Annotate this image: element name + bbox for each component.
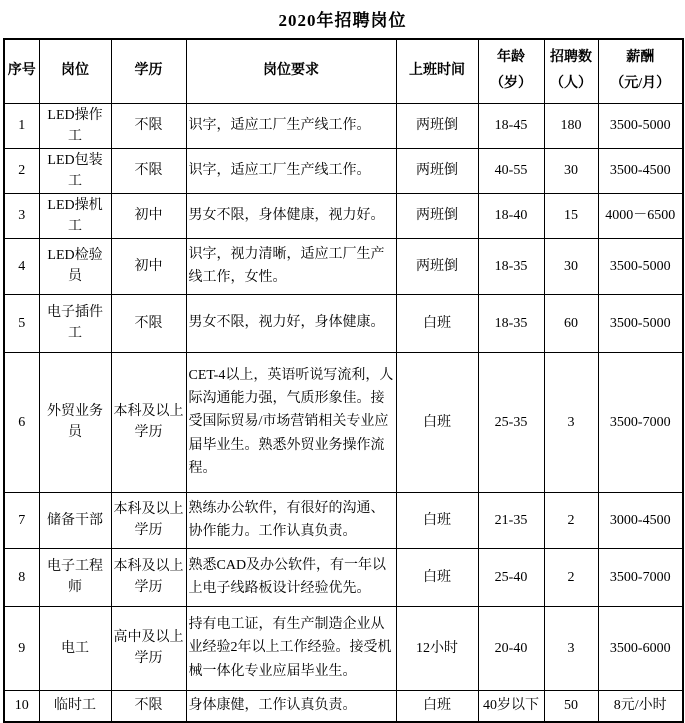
cell-position: 储备干部 (39, 492, 111, 548)
header-age: 年龄 （岁） (478, 39, 544, 103)
header-salary: 薪酬 （元/月） (598, 39, 683, 103)
table-row (4, 103, 683, 148)
cell-work-time: 两班倒 (396, 148, 478, 193)
cell-no: 8 (4, 548, 39, 606)
cell-work-time: 两班倒 (396, 238, 478, 294)
header-education-label: 学历 (134, 62, 163, 78)
table-row (4, 193, 683, 238)
table-row (4, 606, 683, 690)
header-headcount-label: 招聘数 (550, 49, 592, 65)
page-title: 2020年招聘岗位 (278, 11, 407, 30)
cell-requirements: 熟练办公软件，有很好的沟通、协作能力。工作认真负责。 (186, 492, 396, 548)
cell-requirements: CET-4以上，英语听说写流利，人际沟通能力强，气质形象佳。接受国际贸易/市场营销相关专业应届毕业生。熟悉外贸业务操作流程。 (186, 352, 396, 492)
cell-education: 高中及以上学历 (111, 606, 186, 690)
cell-salary: 3500-4500 (598, 148, 683, 193)
cell-work-time: 两班倒 (396, 103, 478, 148)
cell-position: 电工 (39, 606, 111, 690)
cell-work-time: 白班 (396, 294, 478, 352)
cell-no: 7 (4, 492, 39, 548)
cell-headcount: 50 (544, 690, 598, 722)
table-row (4, 352, 683, 492)
cell-salary: 8元/小时 (598, 690, 683, 722)
table-row (4, 548, 683, 606)
cell-work-time: 白班 (396, 548, 478, 606)
header-row (4, 39, 683, 103)
cell-no: 10 (4, 690, 39, 722)
cell-age: 18-35 (478, 294, 544, 352)
cell-age: 18-35 (478, 238, 544, 294)
header-no (4, 39, 39, 103)
cell-headcount: 30 (544, 238, 598, 294)
header-headcount: 招聘数 （人） (544, 39, 598, 103)
cell-headcount: 2 (544, 492, 598, 548)
cell-salary: 3500-6000 (598, 606, 683, 690)
cell-headcount: 3 (544, 606, 598, 690)
cell-no: 9 (4, 606, 39, 690)
cell-position: LED包装工 (39, 148, 111, 193)
cell-salary: 3500-5000 (598, 294, 683, 352)
header-age-label: 年龄 (497, 49, 525, 65)
header-position (39, 39, 111, 103)
cell-no: 2 (4, 148, 39, 193)
table-row (4, 690, 683, 722)
cell-headcount: 30 (544, 148, 598, 193)
cell-salary: 3500-7000 (598, 548, 683, 606)
table-row (4, 492, 683, 548)
cell-requirements: 识字，适应工厂生产线工作。 (186, 103, 396, 148)
cell-headcount: 2 (544, 548, 598, 606)
cell-education: 不限 (111, 294, 186, 352)
cell-salary: 3500-5000 (598, 103, 683, 148)
cell-no: 4 (4, 238, 39, 294)
header-work-time-label: 上班时间 (409, 62, 465, 78)
cell-position: 外贸业务员 (39, 352, 111, 492)
cell-age: 40岁以下 (478, 690, 544, 722)
cell-requirements: 识字，适应工厂生产线工作。 (186, 148, 396, 193)
cell-work-time: 白班 (396, 492, 478, 548)
cell-requirements: 男女不限，视力好，身体健康。 (186, 294, 396, 352)
cell-education: 本科及以上学历 (111, 548, 186, 606)
cell-age: 40-55 (478, 148, 544, 193)
cell-position: LED操作工 (39, 103, 111, 148)
cell-education: 不限 (111, 690, 186, 722)
cell-position: 临时工 (39, 690, 111, 722)
recruitment-table (3, 38, 684, 723)
cell-education: 初中 (111, 238, 186, 294)
cell-age: 18-40 (478, 193, 544, 238)
cell-requirements: 识字，视力清晰，适应工厂生产线工作，女性。 (186, 238, 396, 294)
cell-no: 1 (4, 103, 39, 148)
header-education (111, 39, 186, 103)
cell-no: 5 (4, 294, 39, 352)
cell-position: 电子工程师 (39, 548, 111, 606)
cell-salary: 3000-4500 (598, 492, 683, 548)
cell-headcount: 60 (544, 294, 598, 352)
cell-headcount: 180 (544, 103, 598, 148)
cell-salary: 3500-5000 (598, 238, 683, 294)
cell-work-time: 白班 (396, 690, 478, 722)
header-work-time (396, 39, 478, 103)
table-row (4, 294, 683, 352)
cell-position: 电子插件工 (39, 294, 111, 352)
cell-work-time: 12小时 (396, 606, 478, 690)
cell-work-time: 白班 (396, 352, 478, 492)
cell-requirements: 身体康健，工作认真负责。 (186, 690, 396, 722)
cell-age: 18-45 (478, 103, 544, 148)
cell-age: 20-40 (478, 606, 544, 690)
header-salary-label: 薪酬 (626, 49, 655, 65)
cell-education: 本科及以上学历 (111, 352, 186, 492)
cell-headcount: 3 (544, 352, 598, 492)
cell-salary: 3500-7000 (598, 352, 683, 492)
header-no-label: 序号 (7, 62, 36, 78)
cell-education: 不限 (111, 148, 186, 193)
cell-position: LED检验员 (39, 238, 111, 294)
cell-no: 3 (4, 193, 39, 238)
header-position-label: 岗位 (61, 62, 89, 78)
header-requirements-label: 岗位要求 (263, 62, 319, 78)
header-requirements (186, 39, 396, 103)
cell-age: 21-35 (478, 492, 544, 548)
cell-position: LED操机工 (39, 193, 111, 238)
cell-work-time: 两班倒 (396, 193, 478, 238)
cell-age: 25-40 (478, 548, 544, 606)
cell-education: 不限 (111, 103, 186, 148)
cell-education: 本科及以上学历 (111, 492, 186, 548)
table-row (4, 238, 683, 294)
cell-salary: 4000－6500 (598, 193, 683, 238)
cell-no: 6 (4, 352, 39, 492)
cell-requirements: 持有电工证，有生产制造企业从业经验2年以上工作经验。接受机械一体化专业应届毕业生。 (186, 606, 396, 690)
cell-age: 25-35 (478, 352, 544, 492)
cell-requirements: 男女不限，身体健康，视力好。 (186, 193, 396, 238)
cell-headcount: 15 (544, 193, 598, 238)
table-row (4, 148, 683, 193)
cell-education: 初中 (111, 193, 186, 238)
cell-requirements: 熟悉CAD及办公软件，有一年以上电子线路板设计经验优先。 (186, 548, 396, 606)
